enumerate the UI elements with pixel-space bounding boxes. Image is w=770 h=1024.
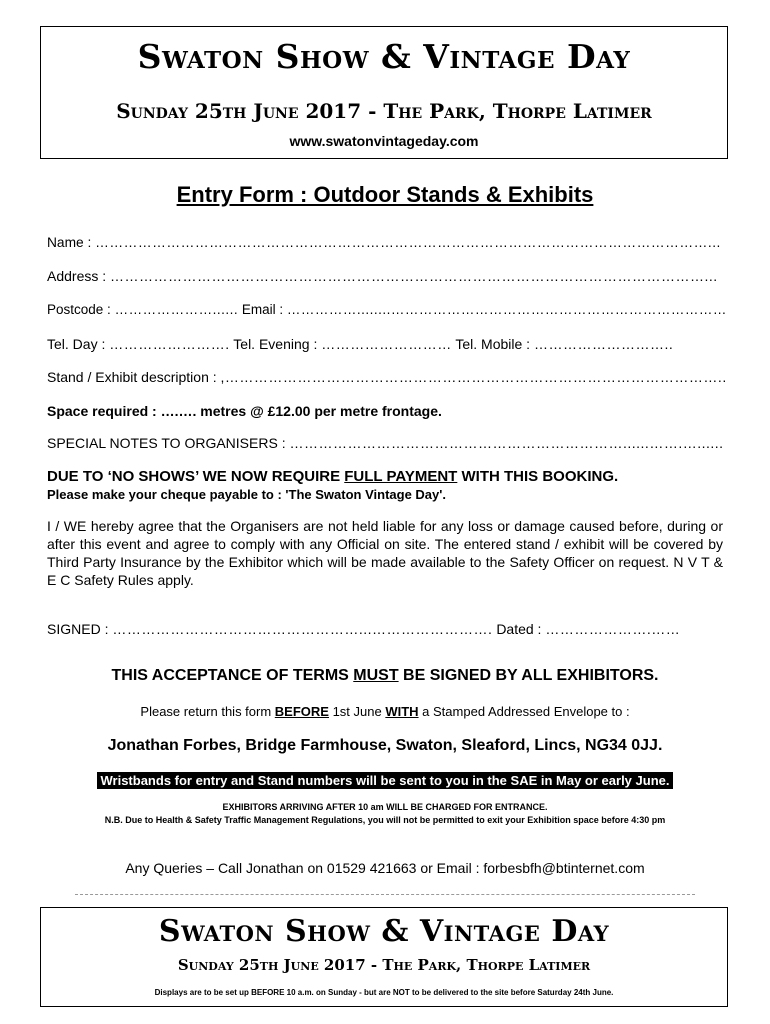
signed-field[interactable]: ……………………………………………...……………………. (112, 621, 493, 637)
telephone-row (47, 336, 727, 352)
exit-time-notice: N.B. Due to Health & Safety Traffic Management Regulations, you will not be permitted to exit your Exhibition space before 4:30 pm (104, 815, 666, 825)
footer-subtitle: Sunday 25th June 2017 - The Park, Thorpe Latimer (177, 956, 591, 974)
agreement-paragraph: I / WE hereby agree that the Organisers are not held liable for any loss or damage caused before, during or after this event and agree to comply with any Official on site. The entered stand / exhibit will be covered by Third Party Insurance by the Exhibitor which will be made available to the Safety Officer on request. N V T & E C Safety Rules apply. (47, 518, 723, 588)
return-text-e: a Stamped Addressed Envelope to : (418, 704, 630, 719)
website-link[interactable]: www.swatonvintageday.com (289, 133, 479, 149)
address-label: Address : (47, 268, 107, 284)
postcode-label: Postcode : (47, 302, 111, 317)
with-emphasis: WITH (385, 704, 419, 719)
must-emphasis: MUST (353, 667, 399, 684)
tel-day-label: Tel. Day : (47, 336, 106, 352)
tel-evening-label: Tel. Evening : (233, 336, 318, 352)
footer-box (40, 907, 728, 1007)
name-field[interactable]: …………………………………………………………………………………………………………………... (95, 235, 721, 250)
email-label: Email : (241, 302, 284, 317)
form-heading: Entry Form : Outdoor Stands & Exhibits (176, 182, 594, 207)
stand-label: Stand / Exhibit description : (47, 369, 217, 385)
notes-row (47, 435, 727, 451)
footer-title: Swaton Show & Vintage Day (158, 914, 610, 949)
name-label: Name : (47, 235, 92, 250)
signature-row (47, 621, 727, 637)
queries-contact: Any Queries – Call Jonathan on 01529 421663 or Email : forbesbfh@btinternet.com (125, 860, 645, 876)
space-required[interactable]: Space required : ….…. metres @ £12.00 per metre frontage. (47, 403, 442, 419)
notes-label: SPECIAL NOTES TO ORGANISERS : (47, 435, 286, 451)
payment-text-a: DUE TO ‘NO SHOWS’ WE NOW REQUIRE (47, 468, 345, 485)
acceptance-text-c: BE SIGNED BY ALL EXHIBITORS. (398, 667, 659, 684)
tel-evening-field[interactable]: ……………………… (321, 336, 452, 352)
header-box (40, 26, 728, 159)
late-charge-notice: EXHIBITORS ARRIVING AFTER 10 am WILL BE CHARGED FOR ENTRANCE. (222, 802, 548, 812)
acceptance-text-a: THIS ACCEPTANCE OF TERMS (111, 667, 354, 684)
payment-notice (47, 468, 727, 485)
address-field[interactable]: ……………………………………………………………………………………………………………... (110, 268, 718, 284)
dated-label: Dated : (496, 621, 542, 637)
cheque-payable: Please make your cheque payable to : 'The Swaton Vintage Day'. (47, 487, 446, 502)
return-address: Jonathan Forbes, Bridge Farmhouse, Swaton, Sleaford, Lincs, NG34 0JJ. (107, 737, 663, 754)
before-emphasis: BEFORE (274, 704, 329, 719)
stand-field[interactable]: ,………………………………………………………………………………………….. (220, 369, 727, 385)
event-subtitle: Sunday 25th June 2017 - The Park, Thorpe Latimer (116, 99, 652, 123)
tel-mobile-field[interactable]: ……………………….. (533, 336, 674, 352)
tel-day-field[interactable]: ……………………. (109, 336, 230, 352)
postcode-email-row (47, 302, 727, 317)
stand-row (47, 369, 727, 385)
notes-field[interactable]: ……………………………………………………………......…….…...... (289, 435, 724, 451)
address-row (47, 268, 727, 284)
dated-field[interactable]: ………………….…… (545, 621, 681, 637)
acceptance-notice (0, 667, 770, 685)
tel-mobile-label: Tel. Mobile : (455, 336, 531, 352)
return-text-c: 1st June (328, 704, 386, 719)
signed-label: SIGNED : (47, 621, 109, 637)
setup-note: Displays are to be set up BEFORE 10 a.m. on Sunday - but are NOT to be delivered to the site before Saturday 24th June. (154, 988, 614, 997)
wristbands-row (0, 772, 770, 790)
cut-line (75, 894, 695, 895)
wristbands-notice: Wristbands for entry and Stand numbers will be sent to you in the SAE in May or early June. (97, 772, 674, 789)
event-title: Swaton Show & Vintage Day (137, 37, 631, 76)
return-instructions (0, 704, 770, 719)
email-field[interactable]: ……………........……………………………………………………………… (286, 302, 727, 317)
full-payment-emphasis: FULL PAYMENT (344, 468, 458, 485)
postcode-field[interactable]: …………………...... (114, 302, 239, 317)
return-text-a: Please return this form (140, 704, 275, 719)
payment-text-c: WITH THIS BOOKING. (457, 468, 619, 485)
name-row (47, 235, 727, 250)
